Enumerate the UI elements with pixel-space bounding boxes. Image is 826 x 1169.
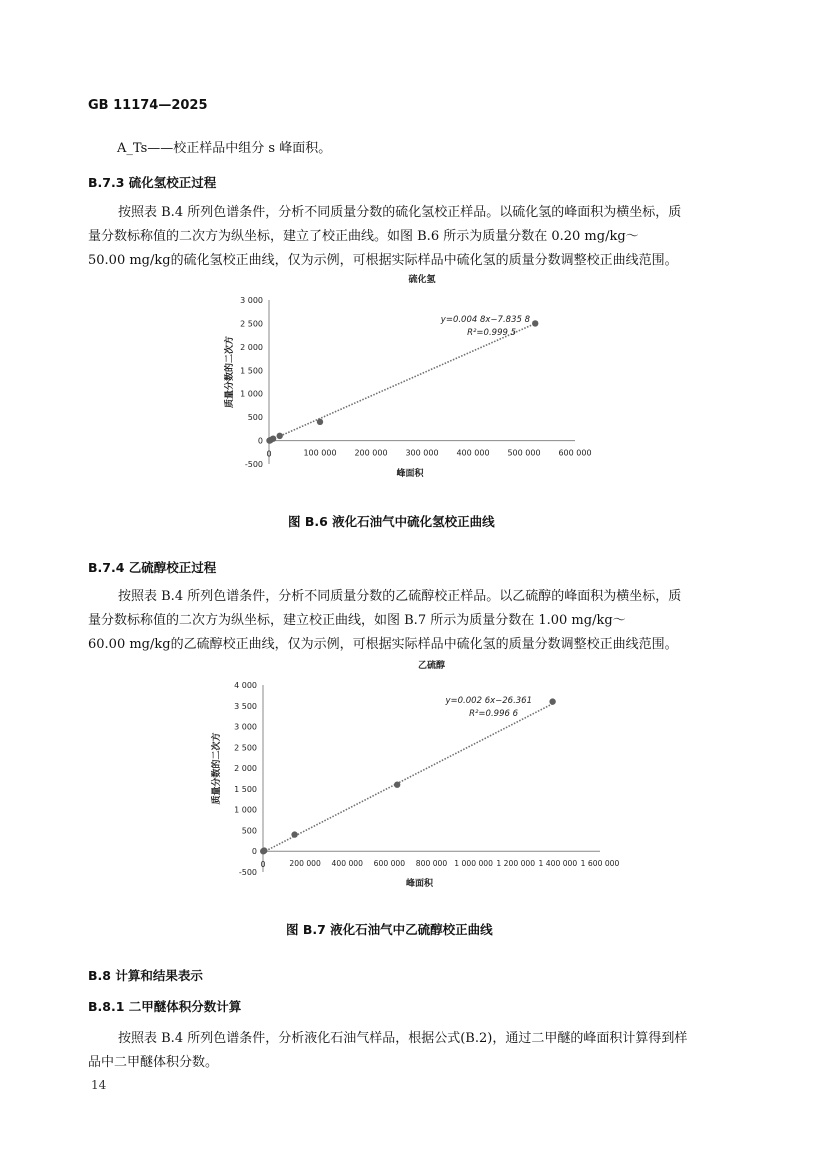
r-squared-label: R²=0.996 6 <box>469 709 518 719</box>
paragraph-line: 量分数标称值的二次方为纵坐标，建立了校正曲线。如图 B.6 所示为质量分数在 0.20 mg/kg～ <box>88 229 639 244</box>
paragraph-b73 <box>88 201 738 273</box>
data-point <box>261 847 267 853</box>
y-tick-label: 500 <box>241 826 257 836</box>
x-tick-label: 400 000 <box>331 859 363 869</box>
paragraph-line: 60.00 mg/kg的乙硫醇校正曲线，仅为示例，可根据实际样品中硫化氢的质量分数调整校正曲线范围。 <box>88 637 678 652</box>
y-axis-label: 质量分数的二次方 <box>212 732 222 805</box>
paragraph-line: 按照表 B.4 所列色谱条件，分析液化石油气样品，根据公式(B.2)，通过二甲醚的峰面积计算得到样 <box>118 1031 688 1046</box>
y-tick-label: 3 000 <box>240 296 263 305</box>
data-point <box>277 433 283 439</box>
x-tick-label: 100 000 <box>303 448 337 458</box>
x-tick-label: 0 <box>266 449 272 459</box>
section-b74-title: B.7.4 乙硫醇校正过程 <box>88 560 217 575</box>
trendline <box>269 324 535 441</box>
x-tick-label: 200 000 <box>354 448 388 458</box>
figure-b6-caption: 图 B.6 液化石油气中硫化氢校正曲线 <box>288 514 495 529</box>
data-point <box>549 698 555 704</box>
y-axis-label: 质量分数的二次方 <box>225 335 235 409</box>
x-tick-label: 300 000 <box>405 448 439 458</box>
data-point <box>532 320 538 326</box>
x-tick-label: 1 400 000 <box>538 859 578 869</box>
data-point <box>394 782 400 788</box>
paragraph-b74 <box>88 585 738 657</box>
paragraph-line: 按照表 B.4 所列色谱条件，分析不同质量分数的硫化氢校正样品。以硫化氢的峰面积为横坐标，质 <box>118 205 682 220</box>
data-point <box>291 831 297 837</box>
y-tick-label: 1 000 <box>234 805 257 815</box>
y-tick-label: 3 000 <box>234 722 257 732</box>
trendline <box>263 704 553 853</box>
x-tick-label: 200 000 <box>289 859 321 869</box>
h2s-calibration-chart <box>220 268 610 488</box>
y-tick-label: 2 000 <box>240 342 263 352</box>
data-point <box>317 419 323 425</box>
trendline-equation: y=0.004 8x−7.835 8 <box>440 315 530 325</box>
section-b8-title: B.8 计算和结果表示 <box>88 968 203 983</box>
paragraph-line: 50.00 mg/kg的硫化氢校正曲线，仅为示例，可根据实际样品中硫化氢的质量分数调整校正曲线范围。 <box>88 253 678 268</box>
y-tick-label: 2 500 <box>234 743 257 753</box>
y-tick-label: 4 000 <box>234 681 257 690</box>
x-tick-label: 400 000 <box>456 448 490 458</box>
page-number: 14 <box>91 1078 107 1092</box>
paragraph-b81 <box>88 1027 738 1075</box>
standard-number: GB 11174—2025 <box>88 98 208 113</box>
y-tick-label: 1 500 <box>240 366 263 376</box>
y-tick-label: 2 000 <box>234 764 257 774</box>
x-tick-label: 1 600 000 <box>580 859 620 869</box>
variable-definition: A_Ts——校正样品中组分 s 峰面积。 <box>117 141 332 156</box>
section-b73-title: B.7.3 硫化氢校正过程 <box>88 175 217 190</box>
chart-title: 硫化氢 <box>408 275 436 285</box>
y-tick-label: 1 000 <box>240 389 263 399</box>
section-b81-title: B.8.1 二甲醚体积分数计算 <box>88 999 242 1014</box>
x-axis-label: 峰面积 <box>396 469 424 479</box>
trendline-equation: y=0.002 6x−26.361 <box>445 696 532 706</box>
y-tick-label: 0 <box>257 436 263 446</box>
chart-title: 乙硫醇 <box>417 661 446 671</box>
ethanethiol-calibration-chart <box>205 654 620 896</box>
paragraph-line: 量分数标称值的二次方为纵坐标，建立校正曲线，如图 B.7 所示为质量分数在 1.00 mg/kg～ <box>88 613 626 628</box>
y-tick-label: -500 <box>244 460 263 469</box>
y-tick-label: 2 500 <box>240 319 263 329</box>
data-point <box>270 435 276 441</box>
x-tick-label: 500 000 <box>507 448 541 458</box>
r-squared-label: R²=0.999 5 <box>467 328 516 338</box>
paragraph-line: 品中二甲醚体积分数。 <box>88 1055 219 1070</box>
x-tick-label: 800 000 <box>415 859 448 869</box>
x-axis-label: 峰面积 <box>405 879 434 889</box>
y-tick-label: 0 <box>251 847 257 857</box>
y-tick-label: 1 500 <box>234 784 257 794</box>
figure-b7-caption: 图 B.7 液化石油气中乙硫醇校正曲线 <box>286 922 493 937</box>
x-tick-label: 1 000 000 <box>454 859 493 869</box>
x-tick-label: 1 200 000 <box>496 859 536 869</box>
y-tick-label: -500 <box>238 868 257 877</box>
paragraph-line: 按照表 B.4 所列色谱条件，分析不同质量分数的乙硫醇校正样品。以乙硫醇的峰面积为横坐标，质 <box>118 589 682 604</box>
x-tick-label: 600 000 <box>373 859 406 869</box>
x-tick-label: 0 <box>260 860 266 870</box>
y-tick-label: 3 500 <box>234 701 257 711</box>
y-tick-label: 500 <box>247 413 263 423</box>
x-tick-label: 600 000 <box>558 448 592 458</box>
